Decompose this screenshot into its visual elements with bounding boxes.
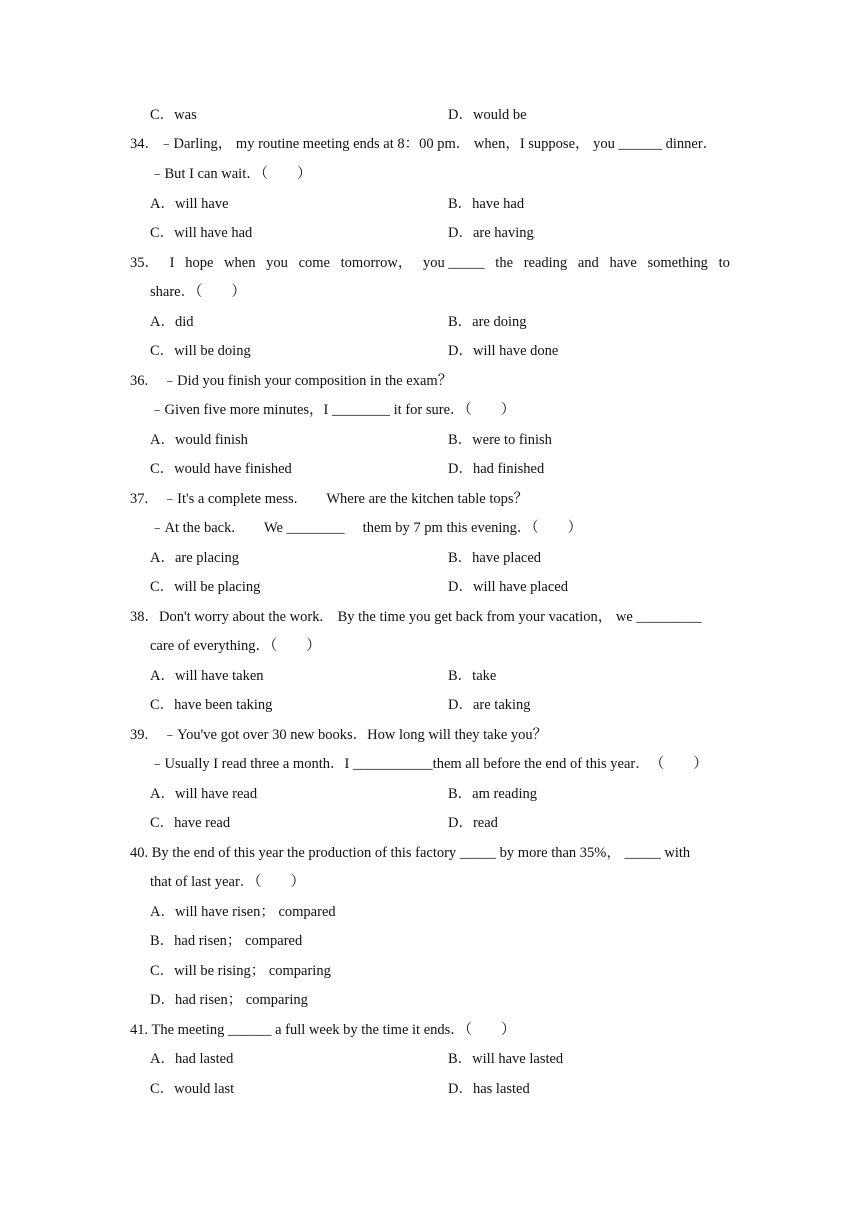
option-d: D．had risen； comparing: [150, 992, 308, 1008]
question-41-stem: 41. The meeting ______ a full week by the time it ends．（ ）: [130, 1022, 516, 1038]
option-d: D．had finished: [448, 461, 545, 477]
word: 35．: [130, 255, 159, 271]
option-b: B．are doing: [448, 314, 527, 330]
option-a: A．will have read: [150, 786, 258, 802]
option-c: C．was: [150, 107, 197, 123]
word: have: [609, 255, 637, 271]
question-39-stem-cont: ﹣Usually I read three a month．I ___________them all before the end of this year． （ ）: [150, 756, 708, 772]
question-37-stem-cont: ﹣At the back. We ________ them by 7 pm this evening．（ ）: [150, 520, 583, 536]
word: you: [266, 255, 288, 271]
question-36-stem-cont: ﹣Given five more minutes，I ________ it for sure．（ ）: [150, 402, 516, 418]
word: the: [495, 255, 514, 271]
question-38-stem: 38．Don't worry about the work. By the time you get back from your vacation， we _________: [130, 609, 702, 625]
word: hope: [185, 255, 214, 271]
word: reading: [523, 255, 568, 271]
question-39-stem: 39. ﹣You've got over 30 new books．How long will they take you？: [130, 727, 548, 743]
option-b: B．take: [448, 668, 497, 684]
option-a: A．are placing: [150, 550, 239, 566]
question-36-stem: 36. ﹣Did you finish your composition in the exam？: [130, 373, 453, 389]
option-c: C．will have had: [150, 225, 253, 241]
option-a: A．will have: [150, 196, 229, 212]
question-35-stem-cont: share．（ ）: [150, 284, 246, 300]
option-d: D．are having: [448, 225, 534, 241]
question-37-stem: 37. ﹣It's a complete mess. Where are the kitchen table tops？: [130, 491, 529, 507]
option-b: B．have placed: [448, 550, 542, 566]
option-a: A．had lasted: [150, 1051, 234, 1067]
word: come: [298, 255, 330, 271]
option-a: A．would finish: [150, 432, 248, 448]
word: to: [718, 255, 730, 271]
option-c: C．have read: [150, 815, 231, 831]
word: and: [577, 255, 599, 271]
word: when: [224, 255, 256, 271]
option-a: A．will have risen； compared: [150, 904, 336, 920]
option-c: C．will be doing: [150, 343, 251, 359]
word: tomorrow，: [340, 255, 413, 271]
word: something: [647, 255, 708, 271]
option-d: D．has lasted: [448, 1081, 530, 1097]
question-34-stem-cont: ﹣But I can wait．（ ）: [150, 166, 312, 182]
option-c: C．will be placing: [150, 579, 261, 595]
option-d: D．are taking: [448, 697, 531, 713]
option-c: C．will be rising； comparing: [150, 963, 331, 979]
question-40-stem: 40. By the end of this year the production of this factory _____ by more than 35%， _____ with: [130, 845, 691, 861]
option-b: B．had risen； compared: [150, 933, 303, 949]
question-38-stem-cont: care of everything．（ ）: [150, 638, 321, 654]
option-a: A．did: [150, 314, 194, 330]
question-40-stem-cont: that of last year．（ ）: [150, 874, 306, 890]
option-d: D．will have placed: [448, 579, 568, 595]
option-d: D．read: [448, 815, 498, 831]
option-b: B．were to finish: [448, 432, 552, 448]
option-d: D．would be: [448, 107, 527, 123]
option-c: C．have been taking: [150, 697, 273, 713]
question-35-stem: [130, 254, 730, 272]
word: you _____: [423, 255, 485, 271]
option-b: B．have had: [448, 196, 525, 212]
option-b: B．am reading: [448, 786, 537, 802]
option-c: C．would have finished: [150, 461, 292, 477]
question-34-stem: 34．﹣Darling， my routine meeting ends at 8：00 pm． when，I suppose， you ______ dinner．: [130, 136, 718, 152]
word: I: [169, 255, 175, 271]
option-a: A．will have taken: [150, 668, 264, 684]
option-d: D．will have done: [448, 343, 559, 359]
option-b: B．will have lasted: [448, 1051, 564, 1067]
option-c: C．would last: [150, 1081, 235, 1097]
